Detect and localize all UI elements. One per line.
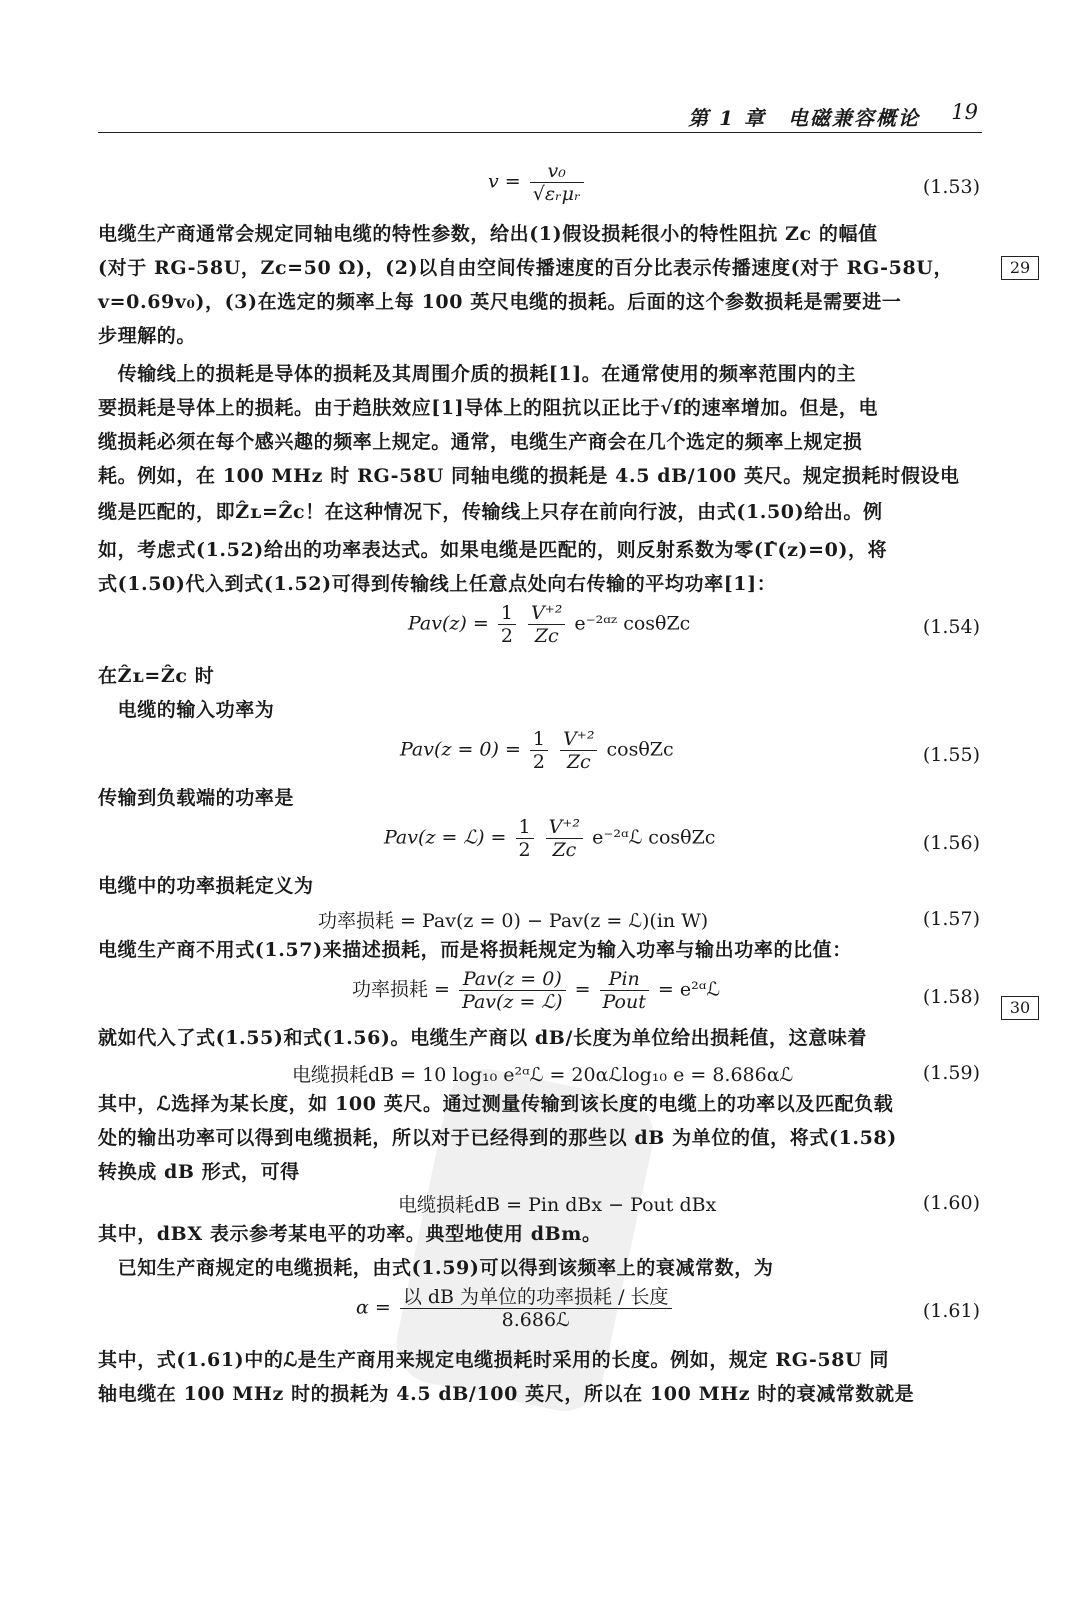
equation-number: (1.58) (922, 986, 980, 1008)
text-line: 电缆的输入功率为 (98, 699, 275, 721)
equation-number: (1.61) (922, 1300, 980, 1322)
text-line: 转换成 dB 形式，可得 (98, 1161, 300, 1183)
text-line: 其中，ℒ选择为某长度，如 100 英尺。通过测量传输到该长度的电缆上的功率以及匹配负载 (98, 1093, 894, 1115)
text-line: 步理解的。 (98, 325, 197, 347)
text-line: v=0.69v₀)，(3)在选定的频率上每 100 英尺电缆的损耗。后面的这个参数损耗是需要进一 (98, 291, 902, 313)
text-line: 电缆生产商不用式(1.57)来描述损耗，而是将损耗规定为输入功率与输出功率的比值： (98, 939, 852, 961)
equation-1-54: Pav(z) = $\frac{1}{2}$ $\frac{\text{V⁺²}}{Zc}$ e⁻²ᵅᶻ cosθZc (408, 602, 691, 647)
equation-number: (1.60) (922, 1192, 980, 1214)
equation-number: (1.54) (922, 616, 980, 638)
text-line: 其中，dBX 表示参考某电平的功率。典型地使用 dBm。 (98, 1223, 602, 1245)
text-line: 如，考虑式(1.52)给出的功率表达式。如果电缆是匹配的，则反射系数为零(Γ̂(z)=0)，将 (98, 539, 888, 561)
equation-1-57: 功率损耗 = Pav(z = 0) − Pav(z = ℒ)(in W) (318, 910, 709, 932)
text-line: 要损耗是导体上的损耗。由于趋肤效应[1]导体上的阻抗以正比于√f的速率增加。但是，电 (98, 397, 879, 419)
equation-number: (1.55) (922, 744, 980, 766)
text-line: 式(1.50)代入到式(1.52)可得到传输线上任意点处向右传输的平均功率[1]： (98, 573, 777, 595)
margin-page-ref: 30 (1001, 996, 1039, 1020)
text-line: 缆损耗必须在每个感兴趣的频率上规定。通常，电缆生产商会在几个选定的频率上规定损 (98, 431, 863, 453)
equation-1-53: v = $\frac{\text{v₀}}{\text{√εᵣμᵣ}}$ (488, 160, 587, 205)
text-line: 耗。例如，在 100 MHz 时 RG-58U 同轴电缆的损耗是 4.5 dB/100 英尺。规定损耗时假设电 (98, 465, 960, 487)
text-line: 轴电缆在 100 MHz 时的损耗为 4.5 dB/100 英尺，所以在 100 MHz 时的衰减常数就是 (98, 1383, 915, 1405)
chapter-title: 第 1 章 电磁兼容概论 (688, 106, 920, 130)
text-line: 其中，式(1.61)中的ℒ是生产商用来规定电缆损耗时采用的长度。例如，规定 RG-58U 同 (98, 1349, 890, 1371)
text-line: 电缆生产商通常会规定同轴电缆的特性参数，给出(1)假设损耗很小的特性阻抗 Zc 的幅值 (98, 223, 878, 245)
text-line: 缆是匹配的，即Ẑʟ=Ẑc！在这种情况下，传输线上只存在前向行波，由式(1.50)给出。例 (98, 501, 883, 523)
equation-1-61: α = $\frac{\text{以 dB 为单位的功率损耗 / 长度}}{\text{8.686ℒ}}$ (356, 1286, 675, 1331)
equation-number: (1.59) (922, 1062, 980, 1084)
equation-1-58: 功率损耗 = $\frac{\text{Pav(z = 0)}}{\text{Pav(z = ℒ)}}$ = $\frac{\text{Pin}}{\text{Pout}}$ = e²ᵅℒ (352, 968, 721, 1013)
text-line: 在Ẑʟ=Ẑc 时 (98, 665, 215, 687)
equation-number: (1.57) (922, 908, 980, 930)
text-line: 传输到负载端的功率是 (98, 787, 295, 809)
text-line: 已知生产商规定的电缆损耗，由式(1.59)可以得到该频率上的衰减常数，为 (98, 1257, 774, 1279)
equation-1-60: 电缆损耗dB = Pin dBx − Pout dBx (398, 1194, 717, 1216)
equation-1-55: Pav(z = 0) = $\frac{1}{2}$ $\frac{\text{V⁺²}}{Zc}$ cosθZc (400, 728, 674, 773)
page-number: 19 (951, 100, 978, 124)
text-line: 电缆中的功率损耗定义为 (98, 875, 314, 897)
running-header (98, 98, 982, 133)
text-line: (对于 RG-58U，Zc=50 Ω)，(2)以自由空间传播速度的百分比表示传播速度(对于 RG-58U， (98, 257, 954, 279)
equation-1-56: Pav(z = ℒ) = $\frac{1}{2}$ $\frac{\text{V⁺²}}{Zc}$ e⁻²ᵅℒ cosθZc (384, 816, 716, 861)
text-line: 就如代入了式(1.55)和式(1.56)。电缆生产商以 dB/长度为单位给出损耗值，这意味着 (98, 1027, 868, 1049)
equation-number: (1.53) (922, 176, 980, 198)
equation-number: (1.56) (922, 832, 980, 854)
text-line: 处的输出功率可以得到电缆损耗，所以对于已经得到的那些以 dB 为单位的值，将式(1.58) (98, 1127, 897, 1149)
margin-page-ref: 29 (1001, 256, 1039, 280)
equation-1-59: 电缆损耗dB = 10 log₁₀ e²ᵅℒ = 20αℒlog₁₀ e = 8.686αℒ (292, 1064, 794, 1086)
text-line: 传输线上的损耗是导体的损耗及其周围介质的损耗[1]。在通常使用的频率范围内的主 (98, 363, 857, 385)
